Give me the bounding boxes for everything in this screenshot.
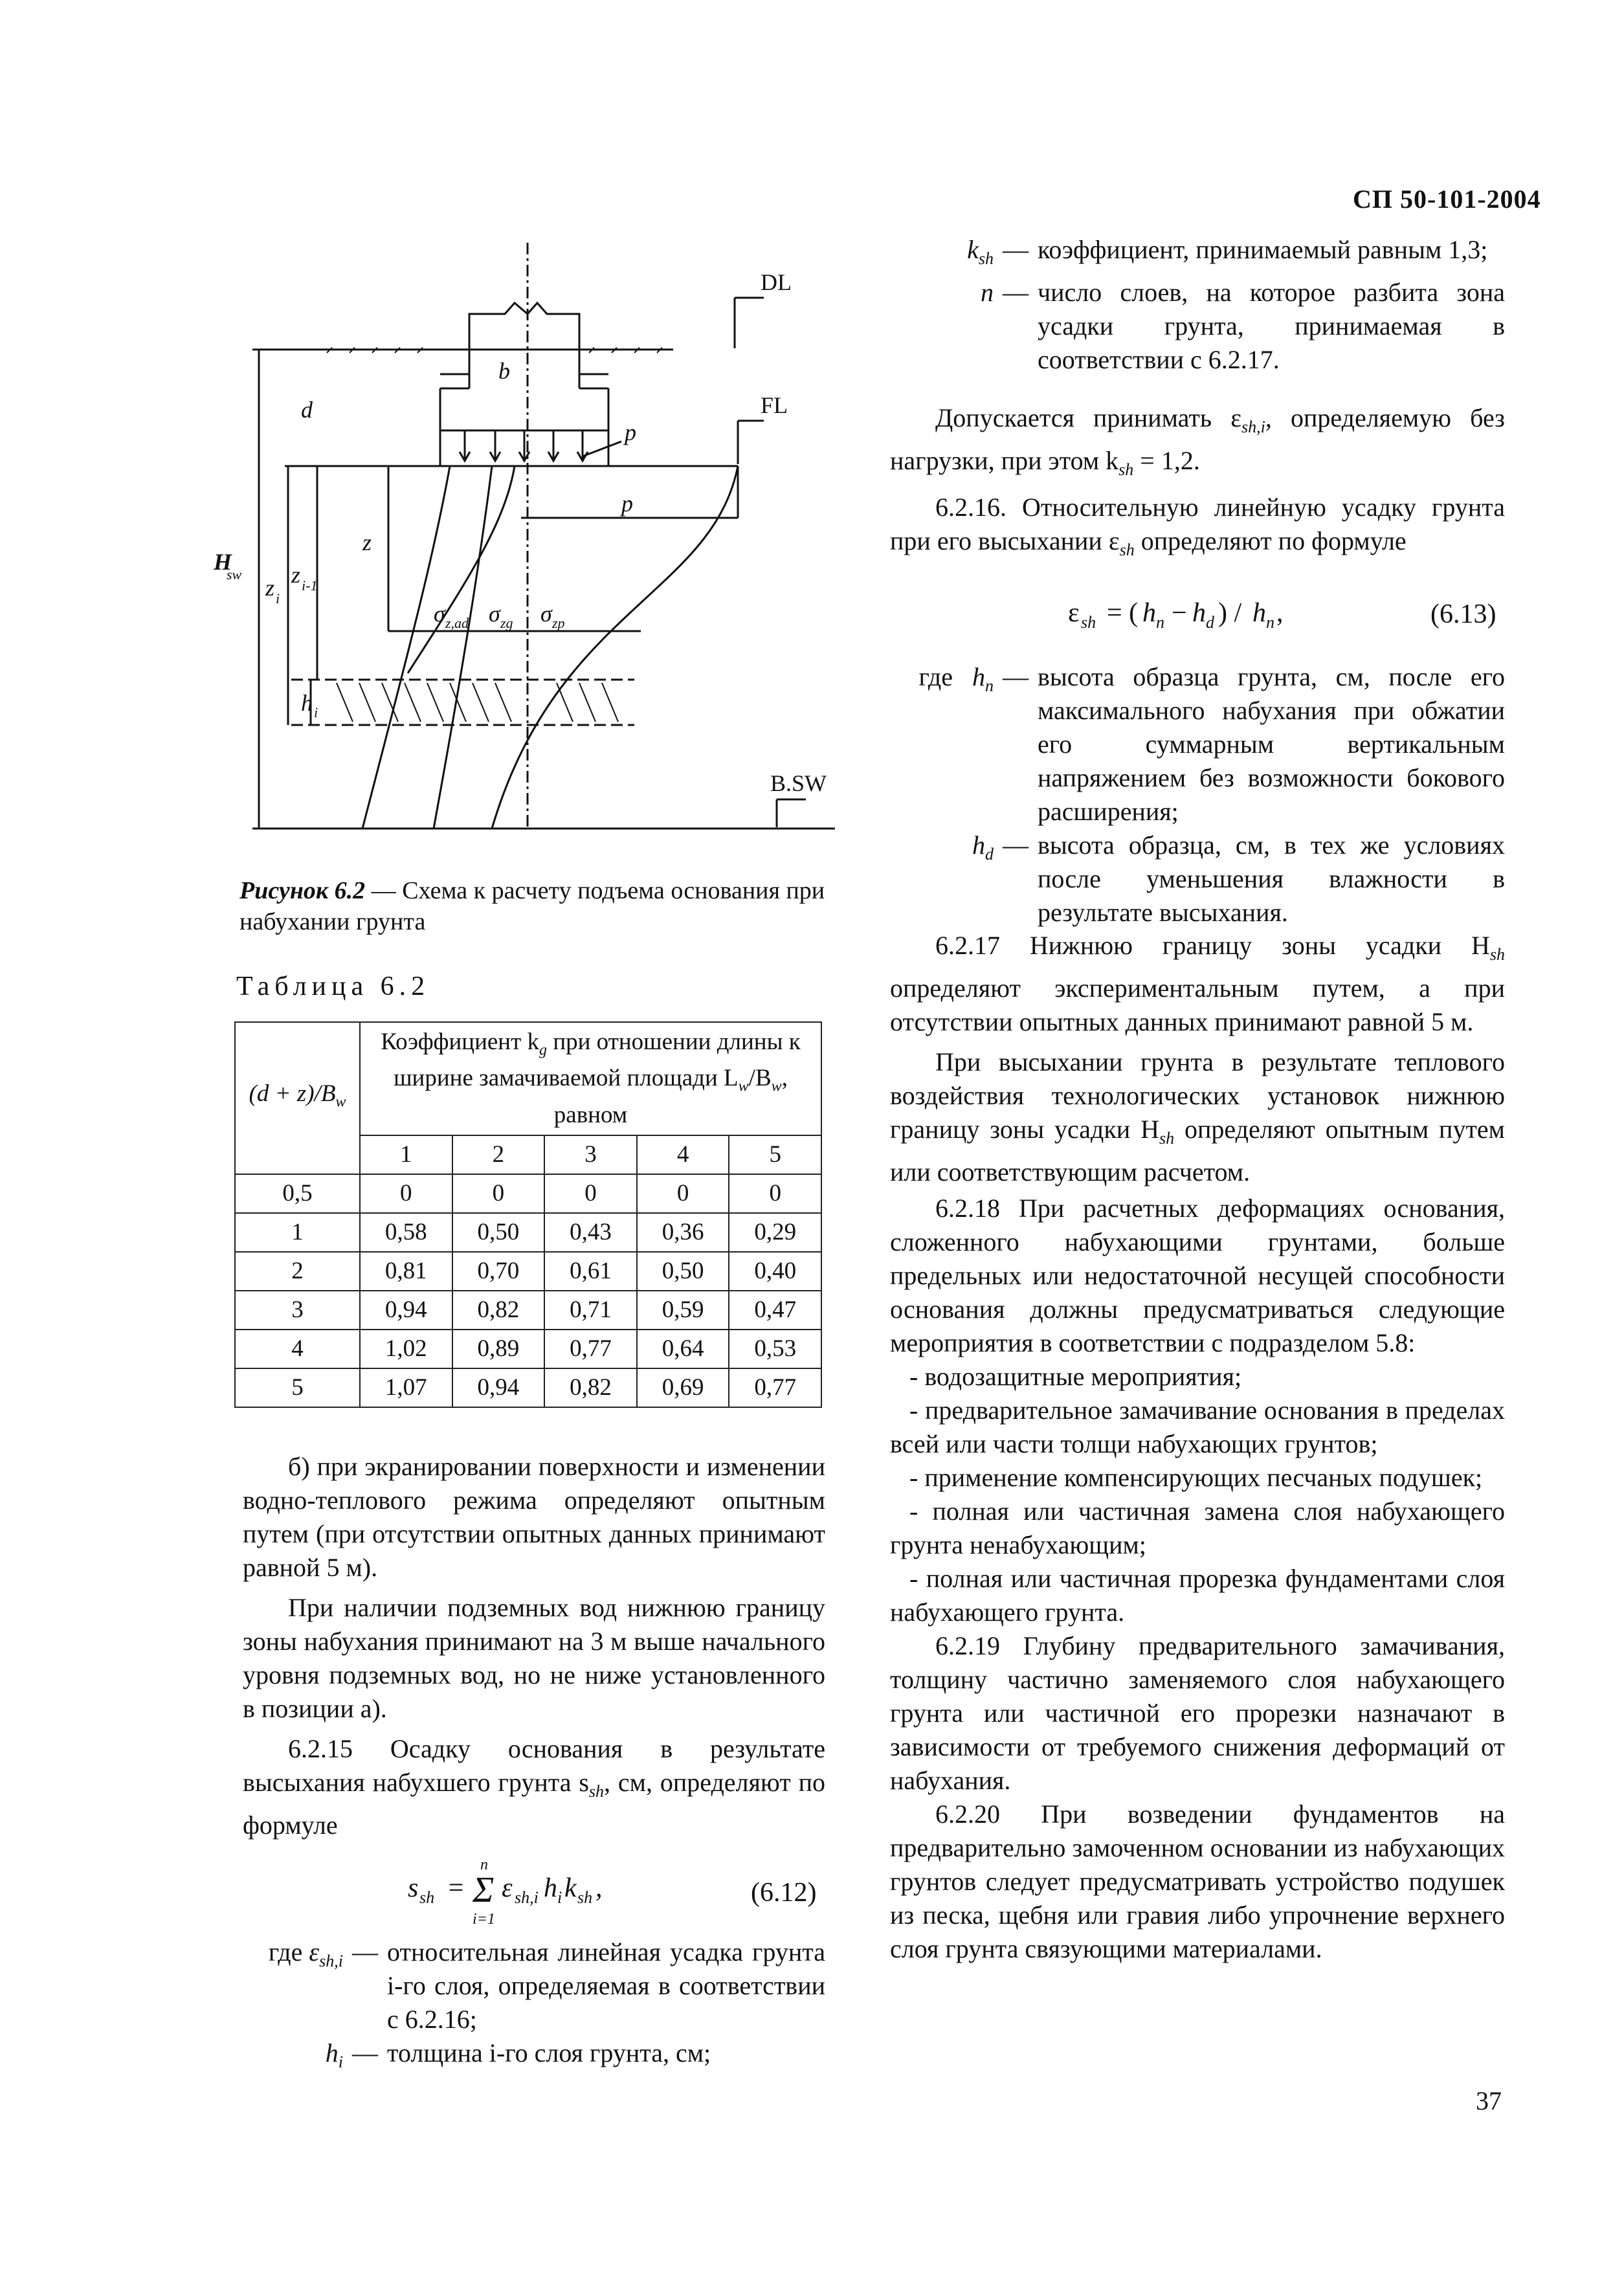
p-dry-end: определяют опытным путем или соответствующим расчетом.: [890, 1115, 1505, 1186]
svg-text:k: k: [564, 1873, 577, 1903]
table-cell: 0,43: [544, 1213, 637, 1252]
def-hn-sym: h: [972, 662, 985, 691]
svg-text:Σ: Σ: [473, 1870, 495, 1910]
label-hi-sub: i: [314, 704, 318, 720]
table-cell: 0,64: [637, 1330, 729, 1368]
formula-6-12-graphic: [408, 1858, 667, 1929]
row-header: [235, 1022, 360, 1174]
table-title: Таблица 6.2: [236, 972, 430, 1001]
table-cell: 1: [235, 1213, 360, 1252]
table-cell: 2: [235, 1252, 360, 1291]
table-cell: 0,69: [637, 1368, 729, 1407]
def-eps-sym: ε: [309, 1937, 320, 1966]
definition-eps: где $\varepsilon_{sh,i}$ — относительная линейная усадка грунта i-го слоя, определяемая в соответствии с 6.2.16;: [243, 1935, 825, 2036]
table-cell: 1,07: [360, 1368, 452, 1407]
list-item: - полная или частичная прорезка фундаментами слоя набухающего грунта.: [890, 1564, 1505, 1627]
table-cell: 0,70: [452, 1252, 545, 1291]
paragraph-groundwater: При наличии подземных вод нижнюю границу зоны набухания принимают на 3 м выше начального уровня подземных вод, но не ниже установленного в позиции а).: [243, 1593, 825, 1723]
label-zi1: z: [291, 562, 301, 588]
table-cell: 0,40: [729, 1252, 821, 1291]
formula-6-13-number: (6.13): [1430, 599, 1496, 629]
table-cell: 0,94: [360, 1291, 452, 1330]
table-cell: 0,77: [544, 1330, 637, 1368]
table-6-2: [234, 1021, 822, 1408]
svg-text:n: n: [1266, 613, 1274, 632]
formula-6-13: [1068, 592, 1379, 641]
def-hn-sub: n: [985, 676, 994, 695]
col-label: 3: [544, 1135, 637, 1174]
def-hd-sym: h: [972, 830, 985, 860]
table-cell: 0,77: [729, 1368, 821, 1407]
paragraph-allow: [890, 401, 1505, 487]
table-cell: 0: [360, 1174, 452, 1213]
paragraph-b: б) при экранировании поверхности и изменении водно-теплового режима определяют опытным путем (при отсутствии опытных данных принимают равной 5 м).: [243, 1452, 825, 1582]
figure-6-2: [214, 233, 854, 848]
measures-list: [890, 1360, 1505, 1629]
paragraph-6-2-18: 6.2.18 При расчетных деформациях основания, сложенного набухающими грунтами, больше предельных или недостаточной несущей способности основания должны предусматриваться следующие мероприятия в соответствии с подразделом 5.8:: [890, 1194, 1505, 1357]
table-cell: 3: [235, 1291, 360, 1330]
svg-text:) /: ) /: [1218, 598, 1242, 628]
left-definitions: [243, 1935, 825, 2079]
paragraph-6-2-20: 6.2.20 При возведении фундаментов на предварительно замоченном основании из набухающих грунтов следует предусматривать устройство подушек из песка, щебня или гравия либо упрочнение верхнего слоя грунта связующими материалами.: [890, 1799, 1505, 1963]
p-dry-sub: sh: [1159, 1129, 1175, 1148]
col-header-rest: при отношении длины к ширине замачиваемой площади L: [394, 1029, 801, 1092]
svg-text:n: n: [480, 1856, 488, 1873]
svg-text:s: s: [408, 1873, 419, 1903]
p-allow-sub: sh,i: [1241, 418, 1265, 436]
right-definitions-top: [890, 233, 1505, 377]
paragraph-6-2-16: [890, 491, 1505, 567]
table-row: [235, 1213, 821, 1252]
table-cell: 0,58: [360, 1213, 452, 1252]
label-zi-sub: i: [276, 590, 280, 607]
table-cell: 0,47: [729, 1291, 821, 1330]
p6217-end: определяют экспериментальным путем, а при отсутствии опытных данных принимают равной 5 м.: [890, 974, 1505, 1036]
table-cell: 0,89: [452, 1330, 545, 1368]
table-row: [235, 1368, 821, 1407]
table-cell: 0,50: [637, 1252, 729, 1291]
svg-text:sh: sh: [577, 1888, 593, 1907]
figure-caption: [239, 875, 835, 937]
label-fl: FL: [761, 392, 788, 418]
paragraph-6-2-17: [890, 929, 1505, 1039]
label-zi1-sub: i-1: [302, 577, 318, 594]
col-header: Коэффициент $k_g$ при отношении длины к ширине замачиваемой площади $L_w/B_w$, равном: [360, 1022, 821, 1135]
p-allow-end2: = 1,2.: [1133, 446, 1200, 475]
left-column-text: [243, 1450, 825, 1842]
table-cell: 5: [235, 1368, 360, 1407]
svg-text:i: i: [557, 1888, 562, 1907]
table-cell: 4: [235, 1330, 360, 1368]
svg-text:ε: ε: [502, 1873, 513, 1903]
list-item: - водозащитные мероприятия;: [909, 1362, 1242, 1391]
def-eps-symbol: [243, 1935, 343, 2036]
table-cell: 0,53: [729, 1330, 821, 1368]
p6215-end: , см, определяют по формуле: [243, 1768, 826, 1840]
table-cell: 0,36: [637, 1213, 729, 1252]
def-hn-symbol: [890, 660, 994, 829]
label-b: b: [498, 358, 510, 384]
table-cell: 0,50: [452, 1213, 545, 1252]
svg-text:i=1: i=1: [473, 1911, 495, 1928]
table-cell: 0,29: [729, 1213, 821, 1252]
list-item: - предварительное замачивание основания в пределах всей или части толщи набухающих грунтов;: [890, 1396, 1505, 1458]
svg-text:,: ,: [595, 1873, 603, 1903]
col-label: 2: [452, 1135, 545, 1174]
right-definitions-h: [890, 660, 1505, 930]
def-hd-text: высота образца, см, в тех же условиях после уменьшения влажности в результате высыхания.: [1038, 830, 1505, 927]
table-cell: 0,5: [235, 1174, 360, 1213]
p6217-text: 6.2.17 Нижнюю границу зоны усадки H: [935, 931, 1490, 960]
p6215-text: 6.2.15 Осадку основания в результате высыхания набухшего грунта s: [243, 1734, 825, 1797]
label-dl: DL: [761, 269, 792, 295]
p-allow-end: , определяемую без нагрузки, при этом k: [890, 403, 1505, 475]
def-h-text: толщина i-го слоя грунта, см;: [387, 2038, 711, 2067]
p-allow-sub2: sh: [1118, 460, 1134, 479]
svg-text:sh: sh: [419, 1888, 435, 1907]
label-s-zg: σ: [489, 601, 500, 627]
def-eps-text: относительная линейная усадка грунта i-го слоя, определяемая в соответствии с 6.2.16;: [387, 1937, 825, 2034]
table-cell: 1,02: [360, 1330, 452, 1368]
svg-text:ε: ε: [1068, 598, 1080, 628]
p-dry-text: При высыхании грунта в результате теплового воздействия технологических установок нижнюю границу зоны усадки H: [890, 1047, 1505, 1144]
paragraph-6-2-19: 6.2.19 Глубину предварительного замачивания, толщину частично заменяемого слоя набухающего грунта или частичной его прорезки назначают в зависимости от требуемого снижения деформаций от набухания.: [890, 1631, 1505, 1795]
table-cell: 0: [544, 1174, 637, 1213]
label-p-load: p: [625, 419, 636, 445]
p6216-end: определяют по формуле: [1134, 526, 1407, 555]
p-allow-text: Допускается принимать ε: [935, 403, 1242, 432]
svg-text:,: ,: [1276, 598, 1284, 628]
def-eps-sub: sh,i: [319, 1952, 343, 1970]
table-cell: 0,82: [452, 1291, 545, 1330]
svg-text:=: =: [447, 1873, 465, 1903]
label-hsw: H: [214, 549, 232, 575]
label-d: d: [301, 397, 313, 423]
row-header-text: (d + z)/B: [249, 1080, 336, 1108]
table-row: [235, 1174, 821, 1213]
col-header-sub: g: [539, 1041, 548, 1059]
def-h-symbol: [243, 2036, 343, 2079]
svg-text:sh,i: sh,i: [515, 1888, 539, 1907]
definition-h: $h_i$ — толщина i-го слоя грунта, см;: [243, 2036, 825, 2079]
caption-text: — Схема к расчету подъема основания при набухании грунта: [239, 877, 825, 935]
table-cell: 0,81: [360, 1252, 452, 1291]
svg-text:d: d: [1206, 613, 1214, 632]
svg-text:n: n: [1156, 613, 1164, 632]
table-cell: 0,71: [544, 1291, 637, 1330]
p6215-sub: sh: [588, 1782, 605, 1801]
def-ksh-text: коэффициент, принимаемый равным 1,3;: [1038, 235, 1488, 264]
label-hi: h: [301, 690, 313, 716]
label-s-zp-sub: zp: [552, 615, 565, 631]
def-n-text: число слоев, на которое разбита зона усадки грунта, принимаемая в соответствии с 6.2.17.: [1038, 278, 1505, 374]
p6216-sub: sh: [1119, 540, 1135, 559]
svg-text:h: h: [544, 1873, 557, 1903]
def-where-right: где: [918, 662, 953, 691]
svg-text:−: −: [1172, 598, 1187, 628]
col-label: 1: [360, 1135, 452, 1174]
col-header-rest3: , равном: [553, 1065, 788, 1128]
label-bsw: B.SW: [770, 770, 827, 796]
paragraph-6-2-15: [243, 1732, 825, 1842]
col-header-text: Коэффициент k: [381, 1029, 540, 1055]
def-hd-sub: d: [985, 845, 994, 863]
label-s-zg-sub: zg: [500, 615, 513, 631]
formula-6-12-number: (6.12): [751, 1878, 817, 1908]
caption-label: Рисунок 6.2: [239, 877, 366, 904]
label-s-zp: σ: [540, 601, 552, 627]
def-hn-text: высота образца грунта, см, после его максимального набухания при обжатии его суммарным вертикальным напряжением без возможности бокового расширения;: [1038, 662, 1505, 826]
table-row: [235, 1291, 821, 1330]
table-row: [235, 1252, 821, 1291]
document-code: СП 50-101-2004: [1353, 184, 1541, 214]
row-header-sub: w: [335, 1093, 346, 1111]
list-item: - применение компенсирующих песчаных подушек;: [909, 1463, 1483, 1492]
def-h-sub: i: [338, 2053, 343, 2071]
svg-text:h: h: [1252, 598, 1266, 628]
formula-6-13-graphic: [1068, 592, 1379, 638]
right-column-text-1: [890, 401, 1505, 567]
page-number: 37: [1476, 2086, 1502, 2115]
formula-6-12: [408, 1858, 667, 1936]
col-label: 4: [637, 1135, 729, 1174]
svg-text:h: h: [1142, 598, 1156, 628]
definition-hn: где $h_n$ — высота образца грунта, см, после его максимального набухания при обжатии его суммарным вертикальным напряжением без возможности бокового расширения;: [890, 660, 1505, 829]
def-n-symbol: n: [981, 278, 994, 307]
definition-hd: $h_d$ — высота образца, см, в тех же условиях после уменьшения влажности в результате высыхания.: [890, 829, 1505, 930]
svg-text:h: h: [1192, 598, 1206, 628]
def-where: где: [268, 1937, 303, 1966]
col-label: 5: [729, 1135, 821, 1174]
table-cell: 0: [729, 1174, 821, 1213]
table-row: [235, 1330, 821, 1368]
label-z: z: [362, 529, 372, 555]
table-cell: 0,61: [544, 1252, 637, 1291]
def-ksh-sub: sh: [978, 249, 994, 268]
def-ksh-sym: k: [967, 235, 979, 264]
svg-text:= (: = (: [1107, 598, 1139, 628]
paragraph-dry: [890, 1045, 1505, 1189]
col-header-rest2: /B: [748, 1065, 772, 1092]
table-cell: 0,59: [637, 1291, 729, 1330]
table-cell: 0: [637, 1174, 729, 1213]
p6216-text: 6.2.16. Относительную линейную усадку грунта при его высыхании ε: [890, 493, 1505, 555]
label-hsw-sub: sw: [227, 566, 242, 583]
definition-ksh: $k_{sh}$ — коэффициент, принимаемый равным 1,3;: [890, 233, 1505, 276]
table-cell: 0,94: [452, 1368, 545, 1407]
table-cell: 0,82: [544, 1368, 637, 1407]
list-item: - полная или частичная замена слоя набухающего грунта ненабухающим;: [890, 1497, 1505, 1559]
label-s-zad: σ: [434, 601, 445, 627]
def-ksh-symbol: [890, 233, 994, 276]
label-p-diagram: p: [621, 491, 633, 517]
label-zi: z: [265, 575, 275, 601]
label-s-zad-sub: z,ad: [445, 615, 469, 631]
table-cell: 0: [452, 1174, 545, 1213]
svg-text:sh: sh: [1081, 613, 1096, 632]
definition-n: n — число слоев, на которое разбита зона усадки грунта, принимаемая в соответствии с 6.2.17.: [890, 276, 1505, 377]
right-column-text-2: [890, 929, 1505, 1966]
def-h-sym: h: [325, 2038, 339, 2067]
def-hd-symbol: [890, 829, 994, 930]
p6217-sub: sh: [1489, 945, 1505, 964]
